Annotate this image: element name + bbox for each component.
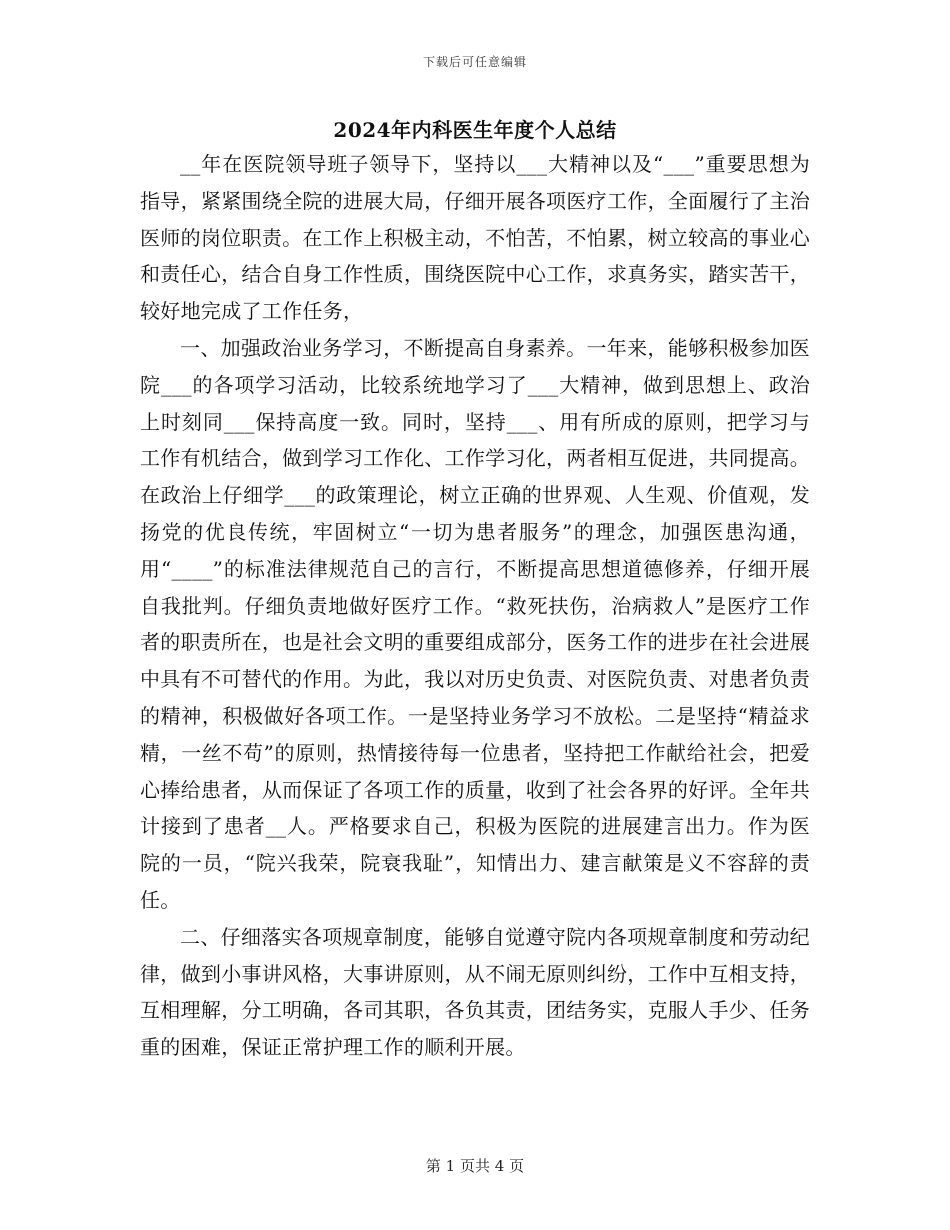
document-body (140, 146, 810, 1066)
document-title: 2024年内科医生年度个人总结 (333, 118, 617, 142)
paragraph-section-2: 二、仔细落实各项规章制度，能够自觉遵守院内各项规章制度和劳动纪律，做到小事讲风格，大事讲原则，从不闹无原则纠纷，工作中互相支持，互相理解，分工明确，各司其职，各负其责，团结务实，克服人手少、任务重的困难，保证正常护理工作的顺利开展。 (140, 924, 810, 1060)
page-number-footer: 第 1 页共 4 页 (425, 1157, 525, 1175)
paragraph-section-1: 一、加强政治业务学习，不断提高自身素养。一年来，能够积极参加医院___的各项学习活动，比较系统地学习了___大精神，做到思想上、政治上时刻同___保持高度一致。同时，坚持___、用有所成的原则，把学习与工作有机结合，做到学习工作化、工作学习化，两者相互促进，共同提高。在政治上仔细学___的政策理论，树立正确的世界观、人生观、价值观，发扬党的优良传统，牢固树立“一切为患者服务”的理念，加强医患沟通，用“____”的标准法律规范自己的言行，不断提高思想道德修养，仔细开展自我批判。仔细负责地做好医疗工作。“救死扶伤，治病救人”是医疗工作者的职责所在，也是社会文明的重要组成部分，医务工作的进步在社会进展中具有不可替代的作用。为此，我以对历史负责、对医院负责、对患者负责的精神，积极做好各项工作。一是坚持业务学习不放松。二是坚持“精益求精，一丝不苟”的原则，热情接待每一位患者，坚持把工作献给社会，把爱心捧给患者，从而保证了各项工作的质量，收到了社会各界的好评。全年共计接到了患者__人。严格要求自己，积极为医院的进展建言出力。作为医院的一员，“院兴我荣，院衰我耻”，知情出力、建言献策是义不容辞的责任。 (140, 335, 810, 912)
paragraph-intro: __年在医院领导班子领导下，坚持以___大精神以及“___”重要思想为指导，紧紧围绕全院的进展大局，仔细开展各项医疗工作，全面履行了主治医师的岗位职责。在工作上积极主动，不怕苦，不怕累，树立较高的事业心和责任心，结合自身工作性质，围绕医院中心工作，求真务实，踏实苦干，较好地完成了工作任务， (140, 152, 810, 324)
header-note: 下载后可任意编辑 (422, 55, 527, 69)
